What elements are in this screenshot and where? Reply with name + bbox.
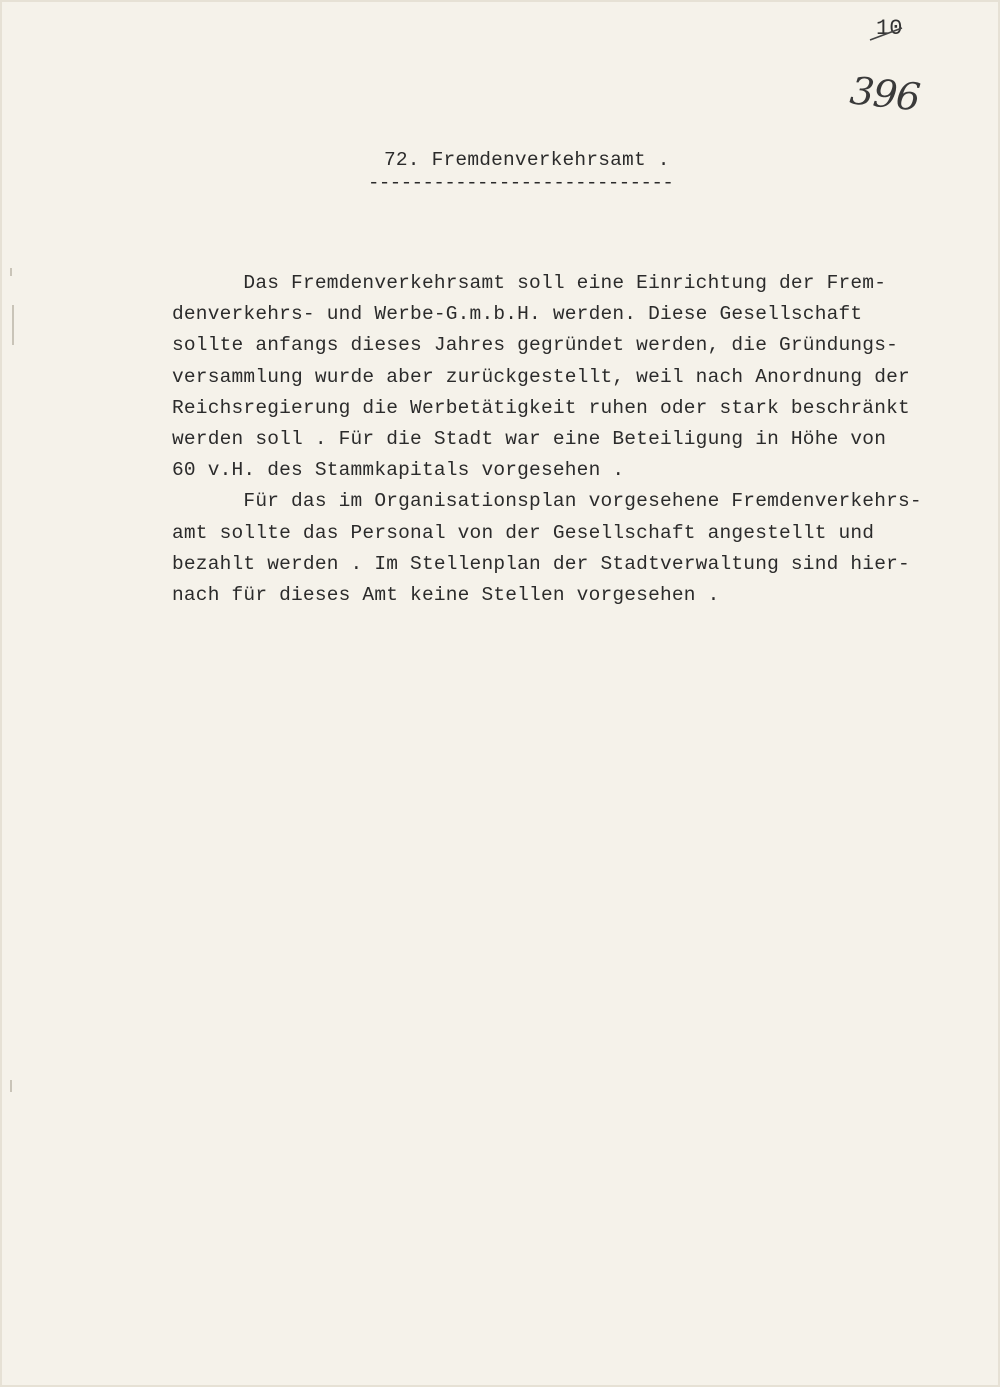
page-number: 10 <box>876 16 903 41</box>
margin-mark <box>10 268 12 276</box>
body-text <box>172 268 962 611</box>
text-line: werden soll . Für die Stadt war eine Beteiligung in Höhe von <box>172 427 887 450</box>
text-line: versammlung wurde aber zurückgestellt, weil nach Anordnung der <box>172 365 910 388</box>
text-line: sollte anfangs dieses Jahres gegründet werden, die Gründungs- <box>172 334 899 357</box>
section-title: 72. Fremdenverkehrsamt . <box>384 149 670 171</box>
paragraph-1 <box>172 268 962 486</box>
strike-through-mark <box>868 24 904 44</box>
text-line: 60 v.H. des Stammkapitals vorgesehen . <box>172 459 625 482</box>
paragraph-2 <box>172 486 962 611</box>
text-line: Reichsregierung die Werbetätigkeit ruhen oder stark beschränkt <box>172 396 910 419</box>
text-line: denverkehrs- und Werbe-G.m.b.H. werden. Diese Gesellschaft <box>172 303 863 326</box>
text-line: nach für dieses Amt keine Stellen vorgesehen . <box>172 583 720 606</box>
margin-mark <box>12 305 14 345</box>
text-line: amt sollte das Personal von der Gesellschaft angestellt und <box>172 521 875 544</box>
text-line: bezahlt werden . Im Stellenplan der Stadtverwaltung sind hier- <box>172 552 910 575</box>
text-line: Das Fremdenverkehrsamt soll eine Einrichtung der Frem- <box>172 272 887 294</box>
text-line: Für das im Organisationsplan vorgesehene Fremdenverkehrs- <box>172 490 922 513</box>
title-underline: ---------------------------- <box>368 172 674 194</box>
handwritten-archive-number: 396 <box>847 68 922 120</box>
margin-mark <box>10 1080 12 1092</box>
